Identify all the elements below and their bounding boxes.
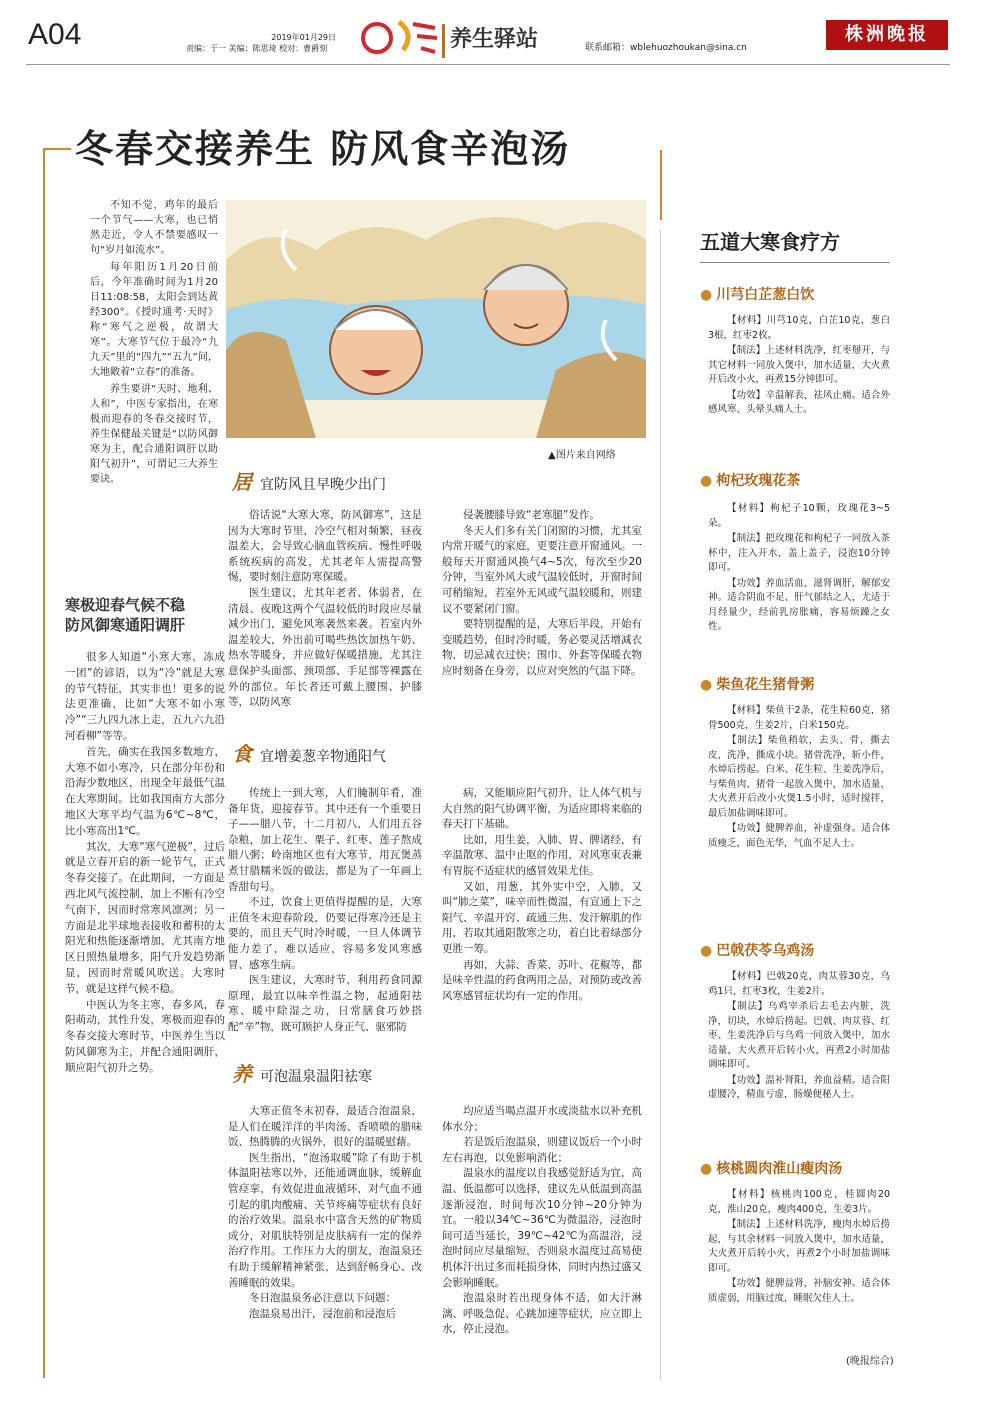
- recipe-name-text: 柴鱼花生猪骨粥: [716, 677, 815, 693]
- recipe-line: 【功效】辛温解表，祛风止痛。适合外感风寒、头晕头痛人士。: [708, 389, 890, 415]
- page-number: A04: [28, 18, 82, 51]
- body-paragraph: 俗话说“大寒大寒，防风御寒”，这是因为大寒时节里，冷空气相对频繁，昼夜温差大，会导致心脑血管疾病、慢性呼吸系统疾病的高发，尤其老年人需提高警惕，要时刻注意防寒保暖。: [228, 509, 422, 584]
- section-ju-col2: [442, 508, 642, 680]
- recipe-body: [708, 1188, 890, 1307]
- left-paragraph: 其次，大寒“寒气逆极”，过后就是立春开启的新一轮节气，正式冬春交接了。在此期间，一方面是西北风气流控制，加上不断有冷空气南下，因而时常寒风凛冽；另一方面是北半球地表接收和蓄积的太阳光和热能逐渐增加，尤其南方地区日照热量增多，阳气升发趋势渐显，因而时常暖风吹送。大寒时节，就是这样气候不稳。: [65, 840, 225, 995]
- intro-paragraph: 每年阳历1月20日前后，今年准确时间为1月20日11:08:58，太阳会到达黄经300°。《授时通考·天时》称“寒气之逆极，故谓大寒”。大寒节气位于最冷“九九天”里的“四九”“五九”间，大地敞着“立春”的准备。: [90, 262, 218, 378]
- recipe-line: 【制法】上述材料洗净，红枣掰开，与其它材料一同放入煲中，加水适量，大火煮开后改小火，再煮15分钟即可。: [708, 345, 890, 385]
- edition-meta: [186, 32, 336, 54]
- recipe-name: [700, 470, 800, 490]
- bullet-icon: ●: [700, 473, 713, 489]
- body-paragraph: 医生指出，“泡汤取暖”除了有助于机体温阳祛寒以外，还能通调血脉，缓解血管痉挛，有效促进血液循环，对气血不通引起的肌肉酸痛、关节疼痛等症状有良好的治疗效果。温泉水中富含天然的矿物质成分，对肌肤特别是皮肤病有一定的保养治疗作用。工作压力大的朋友，泡温泉还有助于缓解精神紧张，达到舒畅身心、改善睡眠的效果。: [228, 1151, 422, 1289]
- left-paragraph: 首先，确实在我国多数地方，大寒不如小寒冷，只在部分年份和沿海少数地区，出现全年最低气温在大寒期间。比如我国南方大部分地区大寒平均气温为6℃~8℃，比小寒高出1℃。: [65, 745, 225, 837]
- left-subtitle-line: 寒极迎春气候不稳: [65, 596, 186, 614]
- edition-staff: 责编：于一 美编：陈思琦 校对：曹爵刻: [186, 44, 328, 53]
- section-yang-col1: [228, 1104, 422, 1322]
- body-paragraph: 均应适当喝点温开水或淡盐水以补充机体水分；: [442, 1105, 642, 1133]
- section-heading-text: 可泡温泉温阳祛寒: [260, 1069, 372, 1085]
- section-char: 食: [232, 742, 252, 766]
- lehuo-logo: [355, 14, 441, 58]
- body-paragraph: 大寒正值冬末初春，最适合泡温泉，是人们在暖洋洋的半肉汤、香喷喷的腊味饭、热腾腾的火锅外，很好的温暖慰藉。: [228, 1105, 422, 1149]
- recipe-name-text: 川芎白芷葱白饮: [716, 287, 815, 303]
- recipe-line: 【功效】温补肾阳，养血益精。适合阳虚腰冷，精血亏虚，肠燥便秘人士。: [708, 1074, 890, 1100]
- recipe-line: 【材料】川芎10克，白芷10克，葱白3根，红枣2枚。: [708, 315, 890, 341]
- recipe-name: [700, 940, 814, 960]
- recipe-line: 【材料】核桃肉100克，桂圆肉20克，淮山20克，瘦肉400克，生姜3片。: [708, 1189, 890, 1215]
- recipe-line: 【功效】健脾益肾，补脑安神。适合体质虚弱，用脑过度，睡眠欠佳人士。: [708, 1278, 890, 1304]
- article-title: 冬春交接养生 防风食辛泡汤: [75, 126, 571, 171]
- section-char: 居: [232, 470, 252, 494]
- newspaper-masthead: 株洲晚报: [826, 20, 948, 50]
- body-paragraph: 冬日泡温泉务必注意以下问题：: [249, 1292, 396, 1305]
- body-paragraph: 不过，饮食上更值得提醒的是，大寒正值冬末迎春阶段，仍要记得寒冷还是主要的，而且天气时冷时暖，一旦人体调节能力差了，难以适应，容易多发风寒感冒、感寒生病。: [228, 896, 422, 971]
- body-paragraph: 温泉水的温度以自我感觉舒适为宜，高温、低温都可以选择，建议先从低温到高温逐渐浸泡，时间每次10分钟~20分钟为宜。一般以34℃~36℃为微温浴，浸泡时间可适当延长，39℃~42℃为高温浴，浸泡时间应尽量缩短，否则泉水温度过高易使机体汗出过多而耗损身体，同时内热过盛又会影响睡眠。: [442, 1167, 642, 1289]
- sidebar-title: 五道大寒食疗方: [700, 230, 840, 254]
- recipe-body: [708, 970, 890, 1104]
- source-note: (晚报综合): [846, 1356, 894, 1367]
- header-rule: [26, 64, 950, 65]
- section-char: 养: [232, 1062, 252, 1086]
- intro-paragraph: 不知不觉，鸡年的最后一个节气——大寒，也已悄然走近，令人不禁要感叹一句“岁月如流水”。: [90, 200, 218, 256]
- body-paragraph: 泡温泉易出汗，浸泡前和浸泡后: [249, 1307, 396, 1320]
- left-subtitle: [65, 595, 225, 635]
- recipe-name-text: 核桃圆肉淮山瘦肉汤: [716, 1161, 843, 1177]
- section-shi-col2: [442, 786, 642, 1004]
- section-ju-col1: [228, 508, 422, 711]
- body-paragraph: 传统上一到大寒，人们腌制年肴，准备年货，迎接春节。其中还有一个重要日子——腊八节，十二月初八，人们用五谷杂粮，加上花生、栗子、红枣、莲子熬成腊八粥；岭南地区也有大寒节，用瓦煲蒸煮甘腊糯米饭的做法，都是为了一年画上香甜句号。: [228, 787, 422, 893]
- body-paragraph: 医生建议，尤其年老者、体弱者，在清晨、夜晚这两个气温较低的时段应尽量减少出门，避免风寒袭然来袭。若室内外温差较大，外出前可喝些热饮加热午奶、热水等暖身，并应做好保暖措施，尤其注意保护头面部、颈项部、手足部等裸露在外的部位。年长者还可戴上腰围、护膝等，以防风寒: [228, 586, 422, 709]
- body-paragraph: 又如，用葱，其外实中空，入肺，又叫“肺之菜”，味辛而性微温，有宣通上下之阳气、辛温开窍、疏通三焦、发汗解肌的作用，若取其通阳散寒之功，着白比着绿部分更胜一筹。: [442, 880, 642, 955]
- body-paragraph: 医生建议，大寒时节，利用药食同源原理，最宜以味辛性温之物，起通阳祛寒、暖中除湿之功，日常膳食巧妙搭配“辛”物，既可顾护人身正气、驱邪防: [228, 974, 422, 1033]
- bullet-icon: ●: [700, 943, 713, 959]
- recipe-line: 【材料】枸杞子10颗，玫瑰花3~5朵。: [708, 503, 890, 529]
- frame-top-line: [43, 148, 71, 150]
- section-heading-text: 宜防风且早晚少出门: [260, 477, 386, 493]
- body-paragraph: 冬天人们多有关门闭窗的习惯，尤其室内常开暖气的家庭，更要注意开窗通风。一般每天开窗通风换气4~5次，每次至少20分钟，当室外风大或气温较低时，开窗时间可稍缩短，若室外无风或气温较暖和，则建议不要紧闭门窗。: [442, 524, 642, 615]
- intro-paragraph: 养生要讲“天时、地利、人和”，中医专家指出，在寒极而迎春的冬春交接时节，养生保健最关键是“以防风御寒为主，配合通阳调肝以助阳气初升”，可谓记三大养生要诀。: [90, 384, 218, 485]
- column-divider: [660, 230, 661, 1380]
- left-paragraph: 很多人知道“小寒大寒，冻成一团”的谚语，以为“冷”就是大寒的节气特征，其实非也！更多的说法更准确，比如“大寒不如小寒冷”“三九四九冰上走，五九六九沿河看柳”等等。: [65, 651, 225, 742]
- recipe-name-text: 巴戟茯苓乌鸡汤: [716, 943, 815, 959]
- body-paragraph: 侵袭腰膝导致“老寒腿”发作。: [463, 509, 600, 521]
- recipe-body: [708, 502, 890, 636]
- recipe-name-text: 枸杞玫瑰花茶: [716, 473, 801, 489]
- recipe-line: 【功效】健脾养血，补虚强身。适合体质瘦乏，面色无华，气血不足人士。: [708, 823, 890, 849]
- recipe-line: 【材料】巴戟20克，肉苁蓉30克，乌鸡1只，红枣3枚，生姜2片。: [708, 971, 890, 997]
- recipe-line: 【制法】柴鱼稍软，去头、骨，撕去皮，洗净，撕成小块。猪骨洗净，斩小件，水焯后捞起。白米、花生粒、生姜洗净后，与柴鱼肉、猪骨一起放入煲中，加水适量，大火煮开后改小火煲1.5小时，适时搅拌，最后加盐调味即可。: [708, 735, 890, 819]
- left-column-text: [65, 650, 225, 1077]
- logo-text: 乐活: [355, 57, 357, 58]
- recipe-line: 【功效】养血活血，滋肾调肝，解郁安神。适合阴血不足、肝气郁结之人，尤适于月经量少，经前乳房胀痛，容易烦躁之女性。: [708, 577, 890, 632]
- section-name: 养生驿站: [450, 27, 539, 52]
- header-bar: [442, 24, 445, 58]
- intro-text: [90, 198, 218, 489]
- hot-spring-illustration: [226, 200, 646, 438]
- contact-email: 联系邮箱：wblehuozhoukan@sina.cn: [585, 43, 747, 53]
- body-paragraph: 病，又能顺应阳气初升，让人体气机与大自然的阳气协调平衡，为适应即将来临的春天打下基础。: [442, 787, 642, 831]
- recipe-line: 【材料】柴鱼干2条，花生粒60克，猪骨500克，生姜2片，白米150克。: [708, 705, 890, 731]
- body-paragraph: 再如，大蒜、香菜、苏叶、花椒等，都是味辛性温的药食两用之品，对预防或改善风寒感冒症状均有一定的作用。: [442, 958, 642, 1002]
- frame-left-line: [43, 148, 45, 1378]
- frame-right-line: [660, 150, 662, 220]
- bullet-icon: ●: [700, 287, 713, 303]
- edition-date: 2019年01月29日: [271, 33, 336, 42]
- recipe-name: [700, 1158, 842, 1178]
- image-credit: ▲图片来自网络: [548, 450, 616, 461]
- left-subtitle-line: 防风御寒通阳调肝: [65, 616, 186, 634]
- body-paragraph: 泡温泉时若出现身体不适，如大汗淋漓、呼吸急促、心跳加速等症状，应立即上水，停止浸泡。: [442, 1292, 642, 1336]
- section-shi-col1: [228, 786, 422, 1036]
- left-paragraph: 中医认为冬主寒，春多风，春阳萌动，其性升发，寒极而迎春的冬春交接大寒时节，中医养生当以防风御寒为主，并配合通阳调肝，顺应阳气初升之势。: [65, 998, 225, 1074]
- section-heading-yang: [232, 1058, 372, 1087]
- recipe-line: 【制法】把玫瑰花和枸杞子一同放入茶杯中，注入开水，盖上盖子，浸泡10分钟即可。: [708, 533, 890, 573]
- bullet-icon: ●: [700, 1161, 713, 1177]
- recipe-line: 【制法】上述材料洗净，瘦肉水焯后捞起，与其余材料一同放入煲中，加水适量，大火煮开后转小火，再煮2个小时加盐调味即可。: [708, 1219, 890, 1274]
- recipe-name: [700, 674, 814, 694]
- bullet-icon: ●: [700, 677, 713, 693]
- sidebar-rule: [700, 262, 890, 263]
- body-paragraph: 要特别提醒的是，大寒后半段，开始有变暖趋势，但时冷时暖，务必要灵活增减衣物，切忌减衣过快；围巾、外套等保暖衣物应时刻备在身旁，以应对突然的气温下降。: [442, 618, 642, 677]
- recipe-line: 【制法】乌鸡宰杀后去毛去内脏，洗净，切块，水焯后捞起。巴戟、肉苁蓉、红枣、生姜洗净后与乌鸡一同放入煲中，加水适量，大火煮开后转小火，再煮2小时加盐调味即可。: [708, 1001, 890, 1070]
- section-heading-text: 宜增姜葱辛物通阳气: [260, 749, 386, 765]
- section-heading-shi: [232, 738, 386, 767]
- body-paragraph: 比如，用生姜，入肺、胃、脾诸经，有辛温散寒、温中止呕的作用，对风寒束表兼有胃脘不适症状的感冒效果尤佳。: [442, 833, 642, 877]
- body-paragraph: 若是饭后泡温泉，则建议饭后一个小时左右再泡，以免影响消化；: [442, 1136, 642, 1164]
- recipe-name: [700, 284, 814, 304]
- section-yang-col2: [442, 1104, 642, 1338]
- recipe-body: [708, 314, 890, 419]
- section-heading-ju: [232, 466, 386, 495]
- recipe-body: [708, 704, 890, 852]
